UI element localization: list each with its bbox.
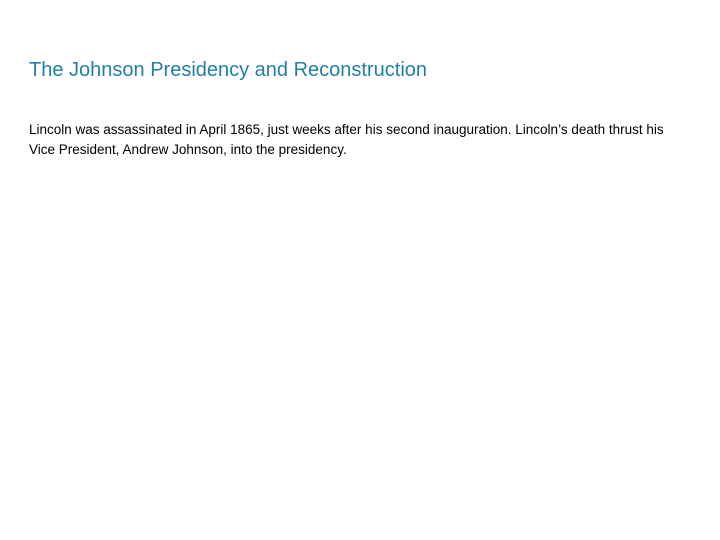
- slide-title: The Johnson Presidency and Reconstruction: [29, 59, 428, 81]
- slide-body-text: Lincoln was assassinated in April 1865, just weeks after his second inauguration. Lincoln’s death thrust his Vice President, Andrew Johnson, into the presidency.: [29, 122, 664, 157]
